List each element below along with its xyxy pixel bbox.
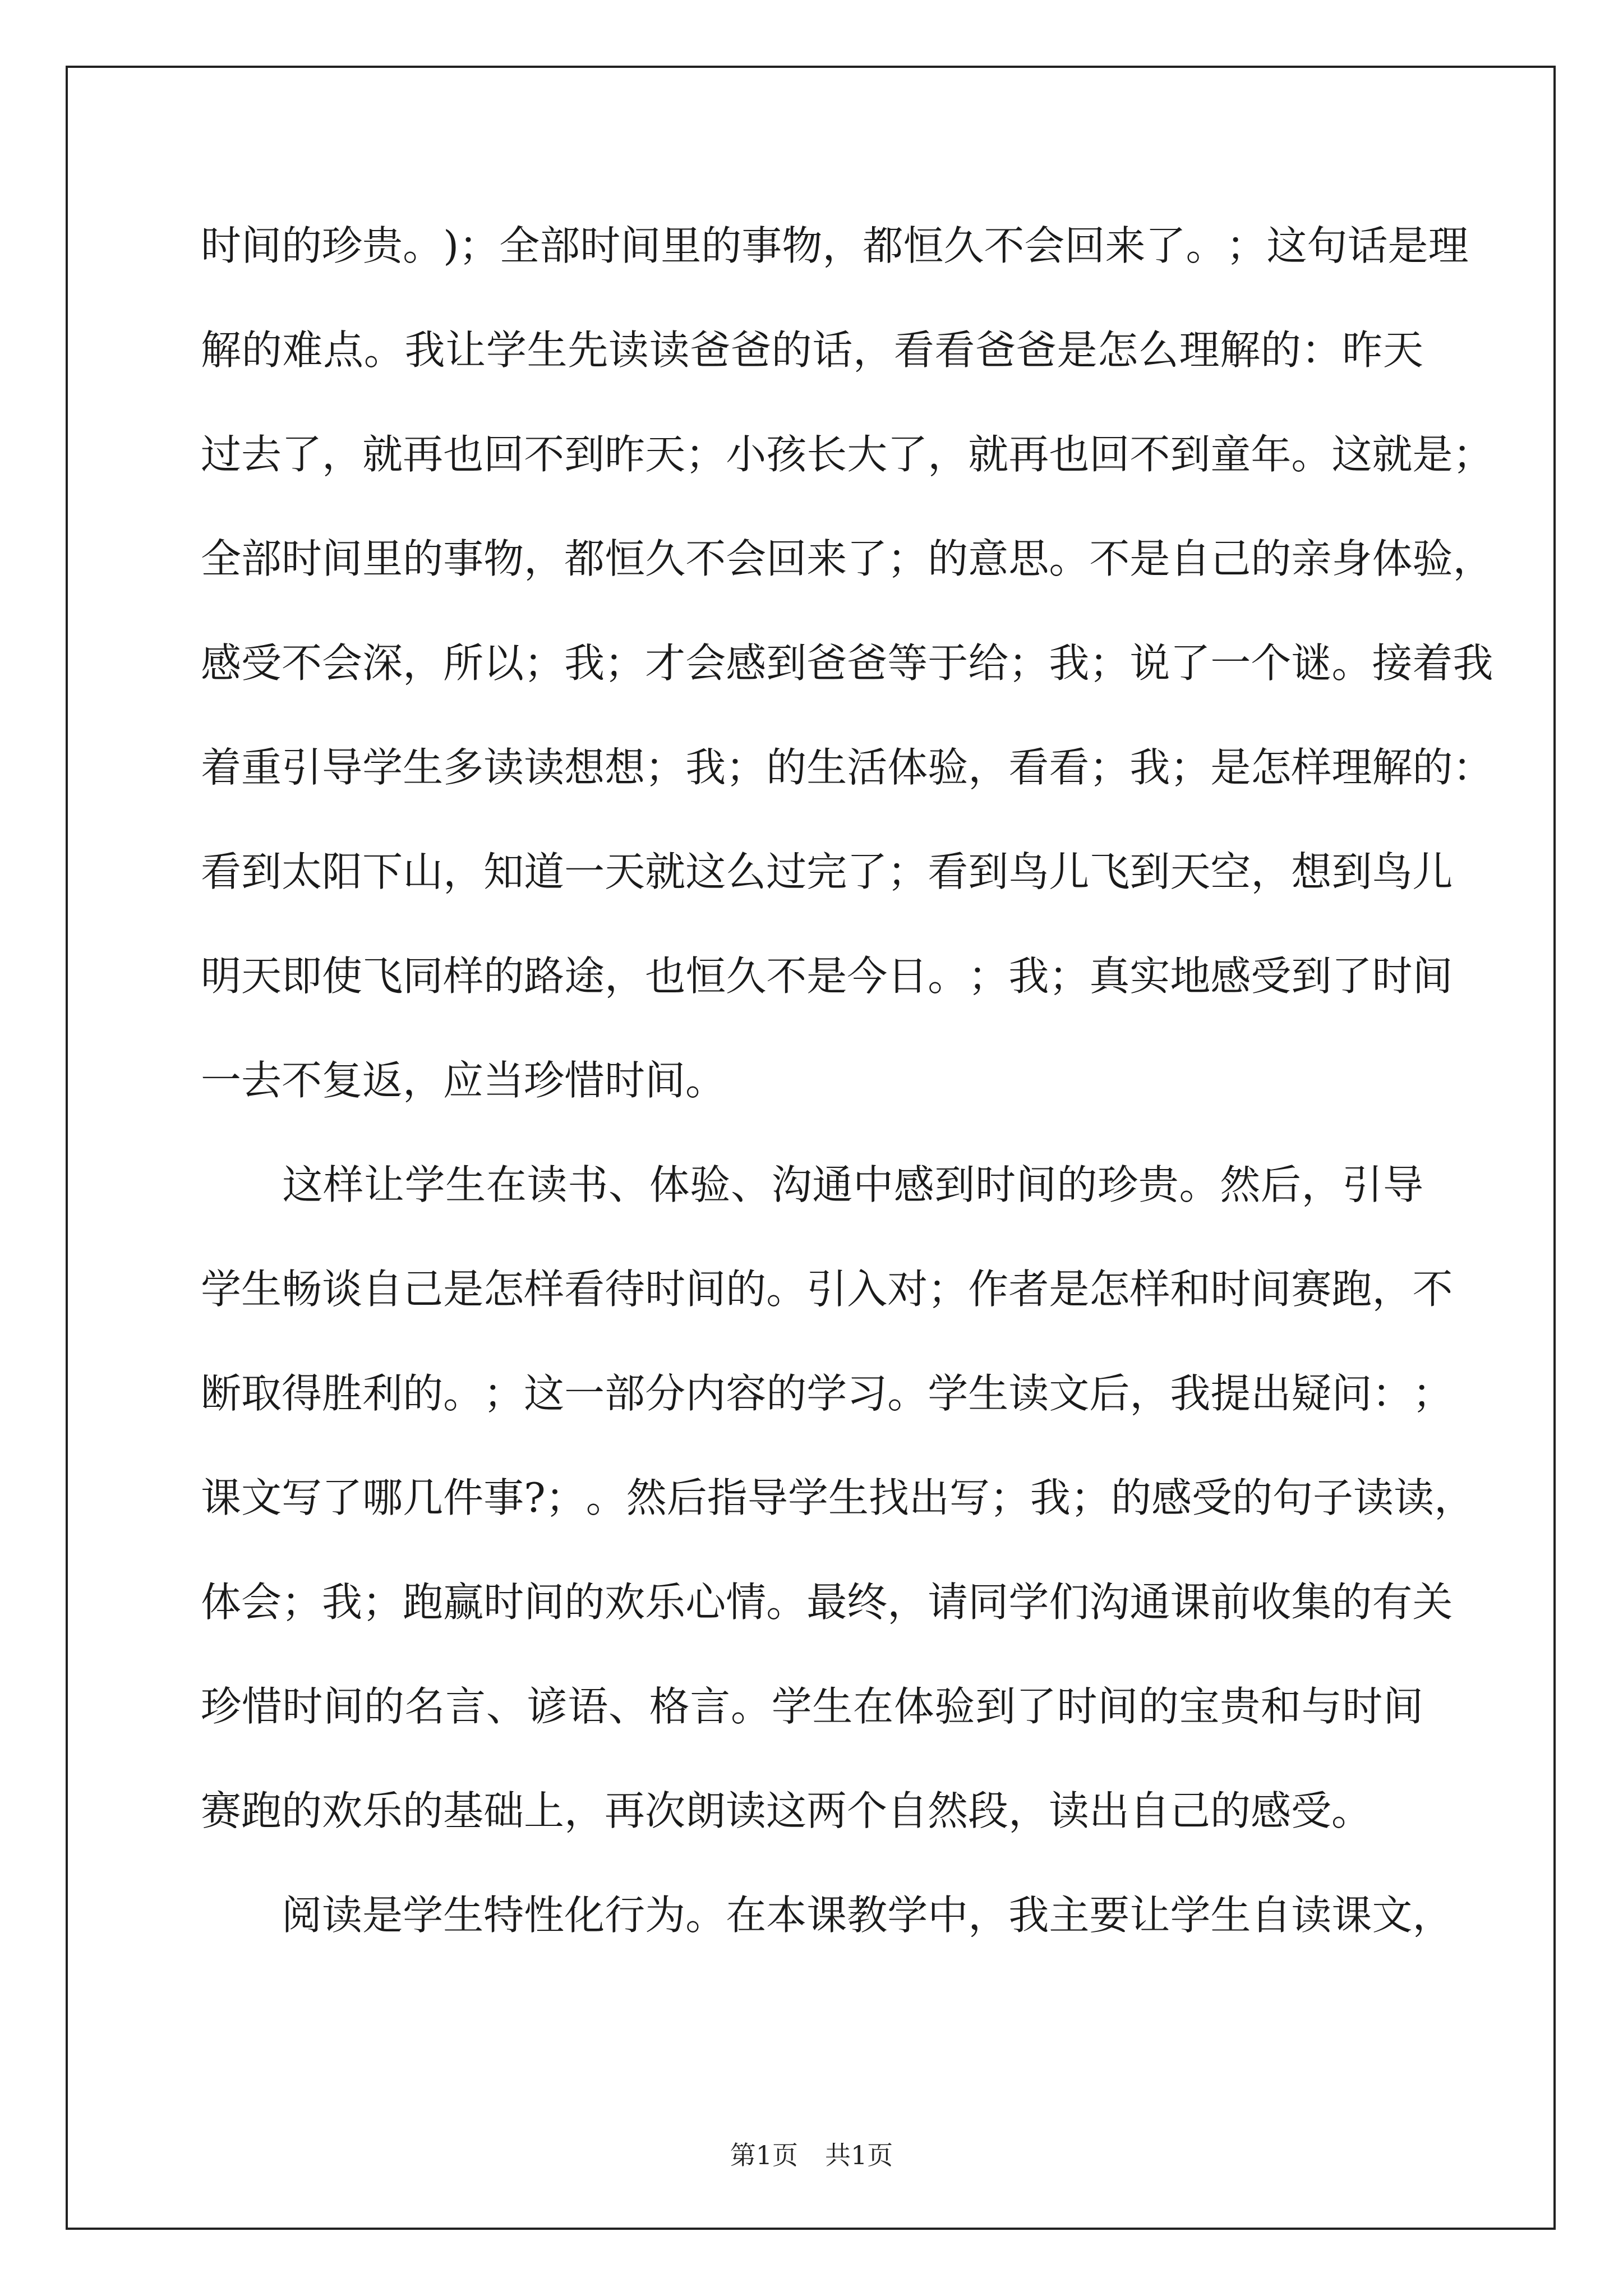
page-number: 第1页	[730, 2140, 798, 2170]
text-line: 课 文 写 了 哪 几 件 事 ? ； 。 然 后 指 导 学 生 找 出 写 ； 我 ； 的 感 受 的 句 子 读 读 ，	[201, 1474, 1475, 1521]
text-line: 解 的 难 点 。 我 让 学 生 先 读 读 爸 爸 的 话 ， 看 看 爸 爸 是 怎 么 理 解 的 ： 昨 天	[201, 326, 1423, 374]
text-line: 过 去 了 ， 就 再 也 回 不 到 昨 天 ； 小 孩 长 大 了 ， 就 再 也 回 不 到 童 年 。 这 就 是 ；	[201, 431, 1493, 478]
text-line: 明 天 即 使 飞 同 样 的 路 途 ， 也 恒 久 不 是 今 日 。 ； 我 ； 真 实 地 感 受 到 了 时 间	[201, 953, 1453, 1000]
text-line: 阅 读 是 学 生 特 性 化 行 为 。 在 本 课 教 学 中 ， 我 主 要 让 学 生 自 读 课 文 ，	[282, 1892, 1453, 1939]
page-footer	[0, 2138, 1623, 2172]
text-line: 感 受 不 会 深 ， 所 以 ； 我 ； 才 会 感 到 爸 爸 等 于 给 ； 我 ； 说 了 一 个 谜 。 接 着 我	[201, 639, 1493, 687]
document-body	[201, 218, 1493, 1991]
text-line: 赛跑的欢乐的基础上，再次朗读这两个自然段，读出自己的感受。	[201, 1787, 1372, 1834]
text-line: 珍 惜 时 间 的 名 言 、 谚 语 、 格 言 。 学 生 在 体 验 到 了 时 间 的 宝 贵 和 与 时 间	[201, 1683, 1423, 1730]
text-line: 体 会 ； 我 ； 跑 赢 时 间 的 欢 乐 心 情 。 最 终 ， 请 同 学 们 沟 通 课 前 收 集 的 有 关	[201, 1579, 1453, 1626]
text-line: 着 重 引 导 学 生 多 读 读 想 想 ； 我 ； 的 生 活 体 验 ， 看 看 ； 我 ； 是 怎 样 理 解 的 ：	[201, 744, 1493, 791]
text-line: 全 部 时 间 里 的 事 物 ， 都 恒 久 不 会 回 来 了 ； 的 意 思 。 不 是 自 己 的 亲 身 体 验 ，	[201, 535, 1493, 582]
text-line: 这 样 让 学 生 在 读 书 、 体 验 、 沟 通 中 感 到 时 间 的 珍 贵 。 然 后 ， 引 导	[282, 1161, 1423, 1208]
text-line: 看 到 太 阳 下 山 ， 知 道 一 天 就 这 么 过 完 了 ； 看 到 鸟 儿 飞 到 天 空 ， 想 到 鸟 儿	[201, 848, 1453, 895]
text-line: 断 取 得 胜 利 的 。 ； 这 一 部 分 内 容 的 学 习 。 学 生 读 文 后 ， 我 提 出 疑 问 ： ；	[201, 1370, 1453, 1417]
text-line: 一去不复返，应当珍惜时间。	[201, 1057, 726, 1104]
page-total: 共1页	[825, 2140, 893, 2170]
text-line: 时 间 的 珍 贵 。 ) ； 全 部 时 间 里 的 事 物 ， 都 恒 久 不 会 回 来 了 。 ； 这 句 话 是 理	[201, 222, 1469, 269]
text-line: 学 生 畅 谈 自 己 是 怎 样 看 待 时 间 的 。 引 入 对 ； 作 者 是 怎 样 和 时 间 赛 跑 ， 不	[201, 1266, 1453, 1313]
